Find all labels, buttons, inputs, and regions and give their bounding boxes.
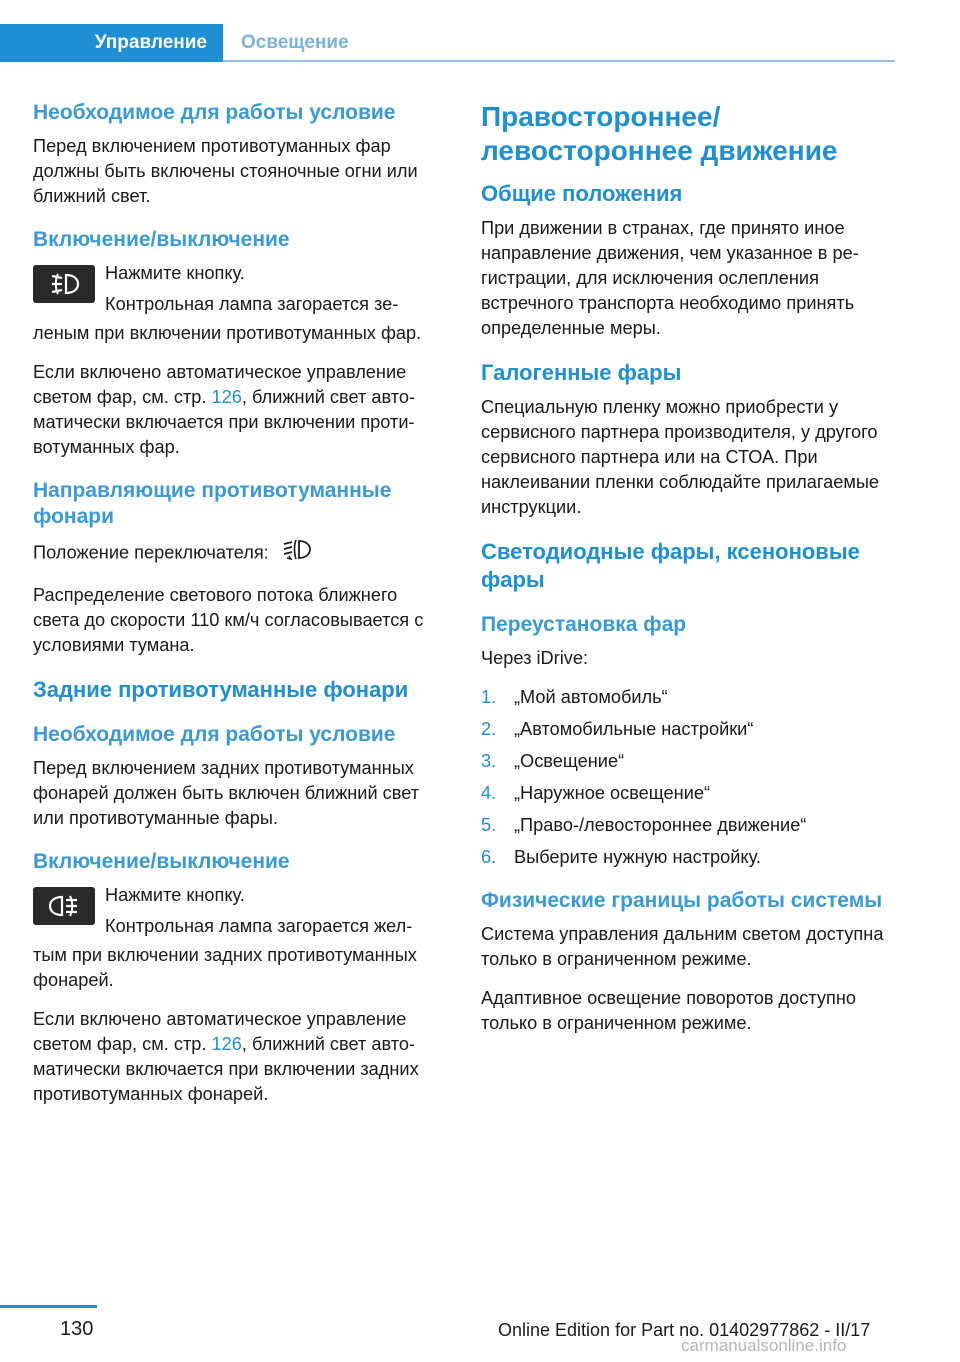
paragraph: Положение переключателя: bbox=[33, 538, 448, 569]
paragraph: Если включено автоматическое управление светом фар, см. стр. 126, ближний свет автоматически включается при включении противотуманных фар. bbox=[33, 362, 416, 457]
paragraph: Через iDrive: bbox=[481, 648, 588, 668]
rear-fog-button-row bbox=[33, 883, 448, 945]
paragraph: Распределение светового потока ближнего света до скорости 110 км/ч согласовывается с условиями тумана. bbox=[33, 585, 424, 655]
fog-beam-switch-icon bbox=[282, 538, 312, 569]
list-item: 2. „Автомобильные настройки“ bbox=[481, 719, 754, 739]
section-title: Направляющие противотуманные фонари bbox=[33, 479, 392, 528]
edition-footer: Online Edition for Part no. 01402977862 - II/17 bbox=[498, 1320, 871, 1340]
front-fog-light-icon bbox=[33, 265, 95, 303]
front-fog-button-row bbox=[33, 261, 448, 323]
steps-list bbox=[481, 685, 893, 870]
section-title: Задние противотуманные фонари bbox=[33, 677, 409, 702]
paragraph: Нажмите кнопку. bbox=[105, 885, 245, 905]
paragraph: леным при включении противотуманных фар. bbox=[33, 323, 422, 343]
paragraph: При движении в странах, где принято иное направление движения, чем указанное в регистрации, для исключения ослепления встречного транспорта необходимо принять определенные меры. bbox=[481, 218, 859, 338]
list-item: 3. „Освещение“ bbox=[481, 751, 625, 771]
section-title: Галогенные фары bbox=[481, 360, 682, 385]
right-column bbox=[481, 100, 893, 1050]
paragraph: Если включено автоматическое управление светом фар, см. стр. 126, ближний свет автоматически включается при включении задних противотуманных фонарей. bbox=[33, 1009, 419, 1104]
section-title: Физические границы работы системы bbox=[481, 889, 883, 912]
section-title: Включение/выключение bbox=[33, 850, 290, 873]
paragraph: Контрольная лампа загорается зе- bbox=[105, 294, 399, 314]
section-title: Переустановка фар bbox=[481, 613, 687, 636]
page-link[interactable]: 126 bbox=[211, 387, 242, 407]
left-column bbox=[33, 100, 448, 1121]
section-title: Светодиодные фары, ксеноновые фары bbox=[481, 539, 860, 592]
list-item: 5. „Право-/левостороннее движение“ bbox=[481, 815, 807, 835]
header-rule bbox=[223, 60, 895, 62]
paragraph: Нажмите кнопку. bbox=[105, 263, 245, 283]
page-link[interactable]: 126 bbox=[211, 1034, 242, 1054]
section-title: Общие положения bbox=[481, 181, 683, 206]
tab-lighting[interactable]: Освещение bbox=[241, 32, 349, 53]
paragraph: Перед включением противотуманных фар должны быть включены стояночные огни или ближний свет. bbox=[33, 136, 418, 206]
list-item: 1. „Мой автомобиль“ bbox=[481, 687, 668, 707]
paragraph: Адаптивное освещение поворотов доступно только в ограниченном режиме. bbox=[481, 988, 856, 1033]
paragraph: Система управления дальним светом доступна только в ограниченном режиме. bbox=[481, 924, 884, 969]
list-item: 4. „Наружное освещение“ bbox=[481, 783, 711, 803]
paragraph: Контрольная лампа загорается жел- bbox=[105, 916, 413, 936]
page-number: 130 bbox=[60, 1318, 94, 1340]
list-item: 6. Выберите нужную настройку. bbox=[481, 847, 761, 867]
paragraph: тым при включении задних противотуманных фонарей. bbox=[33, 945, 417, 990]
rear-fog-light-icon bbox=[33, 887, 95, 925]
paragraph: Специальную пленку можно приобрести у сервисного партнера производителя, у другого сервисного партнера или на СТОА. При наклеивании пленки соблюдайте прилагаемые инструкции. bbox=[481, 397, 880, 517]
section-title: Необходимое для работы условие bbox=[33, 101, 396, 124]
tab-control[interactable]: Управление bbox=[0, 24, 223, 62]
paragraph: Перед включением задних противотуманных фонарей должен быть включен ближний свет или противотуманные фары. bbox=[33, 758, 420, 828]
footer-rule bbox=[0, 1305, 97, 1308]
section-title: Необходимое для работы условие bbox=[33, 723, 396, 746]
chapter-title: Правостороннее/ левостороннее движение bbox=[481, 101, 838, 166]
section-title: Включение/выключение bbox=[33, 228, 290, 251]
watermark: carmanualsonline.info bbox=[681, 1336, 847, 1355]
header-tabs bbox=[0, 24, 349, 62]
